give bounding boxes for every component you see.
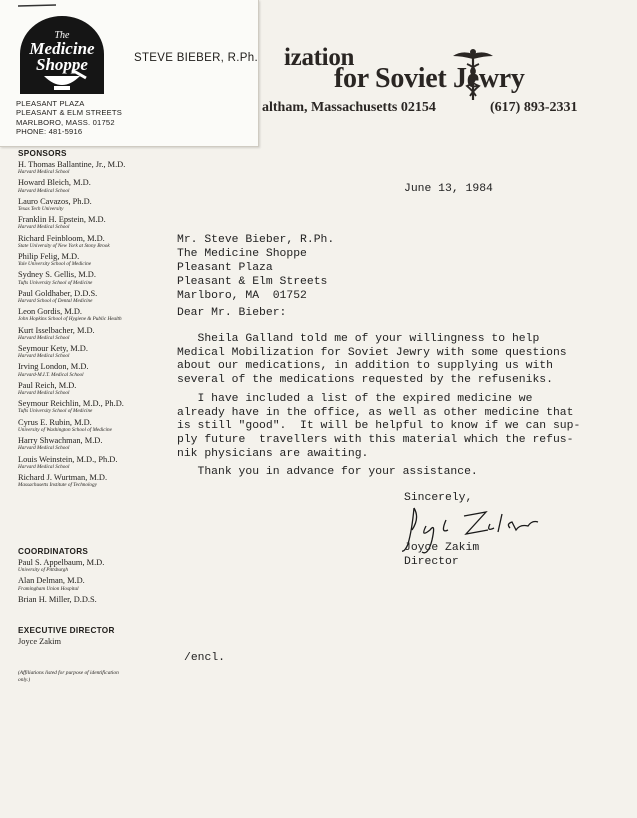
sidebar-person — [18, 381, 183, 397]
person-name: Richard J. Wurtman, M.D. — [18, 472, 108, 482]
signer-name: Joyce Zakim — [404, 542, 480, 554]
signer-title: Director — [404, 555, 459, 568]
person-name: Philip Felig, M.D. — [18, 252, 80, 262]
letter-date: June 13, 1984 — [404, 183, 493, 195]
sidebar-person — [18, 473, 183, 489]
pharmacy-label — [0, 0, 259, 147]
sponsors-list — [18, 160, 183, 489]
person-affiliation: Harvard Medical School — [18, 187, 70, 194]
person-affiliation: Harvard Medical School — [18, 169, 70, 176]
person-name: Harry Shwachman, M.D. — [18, 436, 103, 446]
executive-name: Joyce Zakim — [18, 637, 62, 646]
letterhead-address: altham, Massachusetts 02154 — [262, 100, 436, 115]
recipient-address: Mr. Steve Bieber, R.Ph. The Medicine Shoppe Pleasant Plaza Pleasant & Elm Streets Marlboro, MA 01752 — [177, 234, 335, 302]
medicine-shoppe-logo — [14, 14, 110, 96]
sidebar-person — [18, 197, 183, 213]
sidebar-person — [18, 178, 183, 194]
person-name: Howard Bleich, M.D. — [18, 178, 91, 188]
person-name: Kurt Isselbacher, M.D. — [18, 325, 95, 335]
person-name: Leon Gordis, M.D. — [18, 307, 82, 317]
caduceus-icon — [450, 48, 496, 102]
executive-section — [18, 626, 188, 646]
sidebar — [18, 149, 183, 489]
person-name: Paul Goldhaber, D.D.S. — [18, 288, 98, 298]
person-name: Sydney S. Gellis, M.D. — [18, 270, 96, 280]
salutation: Dear Mr. Bieber: — [177, 307, 287, 319]
sidebar-person — [18, 576, 188, 592]
person-name: Paul S. Appelbaum, M.D. — [18, 558, 105, 567]
svg-text:The: The — [54, 30, 70, 41]
affiliations-note: (Affiliations listed for purpose of identification only.) — [18, 670, 119, 683]
person-name: Paul Reich, M.D. — [18, 380, 77, 390]
coordinators-section — [18, 547, 188, 604]
letterhead-org-line1: ization — [284, 44, 355, 71]
coordinators-list — [18, 558, 188, 604]
person-name: Alan Delman, M.D. — [18, 576, 85, 586]
sidebar-person — [18, 436, 183, 452]
sidebar-person — [18, 399, 183, 415]
person-name: Cyrus E. Rubin, M.D. — [18, 417, 92, 427]
person-affiliation: Harvard Medical School — [18, 353, 70, 360]
coordinators-heading: COORDINATORS — [18, 547, 89, 556]
paragraph-2: I have included a list of the expired medicine we already have in the office, as well as other medicine that is still "good". It will be helpful to know if we can sup- ply future travellers with this material which the refus- nik physicians are awaiting. — [177, 393, 581, 460]
person-affiliation: Harvard-M.I.T. Medical School — [18, 371, 84, 378]
person-affiliation: Yale University School of Medicine — [18, 261, 91, 268]
sidebar-person — [18, 160, 183, 176]
sidebar-person — [18, 326, 183, 342]
person-name: Richard Feinbloom, M.D. — [18, 233, 105, 243]
sidebar-person — [18, 418, 183, 434]
pharmacist-name: STEVE BIEBER, R.Ph. — [134, 52, 258, 64]
sidebar-person — [18, 307, 183, 323]
person-name: H. Thomas Ballantine, Jr., M.D. — [18, 160, 126, 169]
sidebar-person — [18, 252, 183, 268]
sidebar-person — [18, 362, 183, 378]
pharmacy-address: PLEASANT PLAZA PLEASANT & ELM STREETS MARLBORO, MASS. 01752 PHONE: 481-5916 — [16, 99, 122, 137]
sidebar-person — [18, 558, 188, 574]
person-affiliation: Massachusetts Institute of Technology — [18, 482, 97, 489]
person-name: Franklin H. Epstein, M.D. — [18, 215, 106, 225]
sidebar-person — [18, 215, 183, 231]
person-affiliation: John Hopkins School of Hygiene & Public Health — [18, 316, 122, 323]
person-affiliation: Harvard Medical School — [18, 445, 70, 452]
person-name: Seymour Reichlin, M.D., Ph.D. — [18, 399, 124, 409]
person-affiliation: Harvard Medical School — [18, 334, 70, 341]
sponsors-heading: SPONSORS — [18, 149, 67, 158]
person-affiliation: University of Pittsburgh — [18, 567, 68, 574]
paragraph-3: Thank you in advance for your assistance. — [177, 466, 478, 478]
enclosure: /encl. — [184, 652, 226, 664]
closing: Sincerely, — [404, 492, 473, 504]
person-affiliation: State University of New York at Stony Brook — [18, 242, 110, 249]
letterhead-phone: (617) 893-2331 — [490, 100, 578, 115]
paragraph-1: Sheila Galland told me of your willingness to help Medical Mobilization for Soviet Jewry with some questions about our medications, in addition to supplying us with several of the medications requested by the refuseniks. — [177, 333, 567, 387]
sidebar-person — [18, 289, 183, 305]
person-affiliation: Framingham Union Hospital — [18, 585, 79, 592]
person-affiliation: Harvard Medical School — [18, 390, 70, 397]
person-affiliation: Tufts University School of Medicine — [18, 279, 93, 286]
person-name: Seymour Kety, M.D. — [18, 344, 88, 354]
person-name: Brian H. Miller, D.D.S. — [18, 594, 97, 604]
signer-block — [404, 542, 479, 569]
sidebar-person — [18, 455, 183, 471]
person-affiliation: Harvard Medical School — [18, 224, 70, 231]
person-name: Lauro Cavazos, Ph.D. — [18, 196, 92, 206]
svg-text:Shoppe: Shoppe — [36, 55, 88, 74]
person-affiliation: University of Washington School of Medicine — [18, 426, 112, 433]
sidebar-person — [18, 234, 183, 250]
person-affiliation: Tufts University School of Medicine — [18, 408, 93, 415]
executive-heading: EXECUTIVE DIRECTOR — [18, 626, 115, 635]
person-affiliation: Harvard School of Dental Medicine — [18, 298, 93, 305]
person-name: Irving London, M.D. — [18, 362, 89, 372]
sidebar-person — [18, 344, 183, 360]
sidebar-person — [18, 595, 188, 604]
letterhead-org-line2: for Soviet Jewry — [334, 63, 525, 94]
person-name: Louis Weinstein, M.D., Ph.D. — [18, 454, 118, 464]
sidebar-person — [18, 270, 183, 286]
person-affiliation: Texas Tech University — [18, 206, 64, 213]
svg-text:Medicine: Medicine — [29, 39, 95, 58]
person-affiliation: Harvard Medical School — [18, 463, 70, 470]
pen-mark — [18, 2, 58, 8]
